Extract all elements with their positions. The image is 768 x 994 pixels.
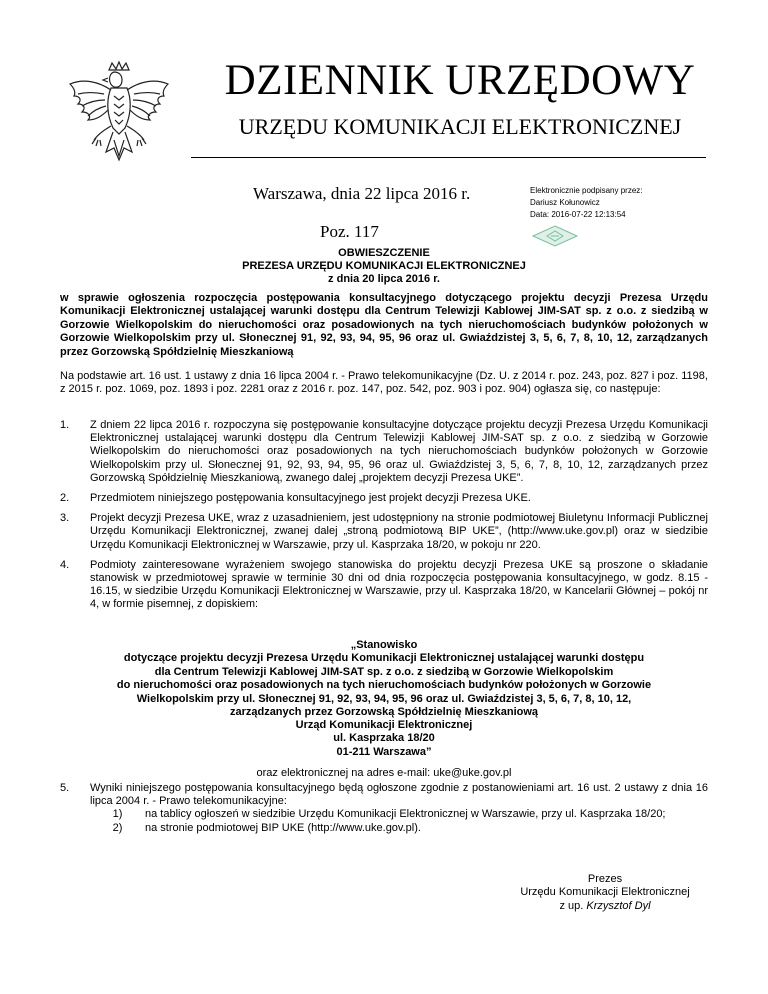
journal-subtitle: URZĘDU KOMUNIKACJI ELEKTRONICZNEJ xyxy=(238,114,682,139)
statement-line: dotyczące projektu decyzji Prezesa Urzędu Komunikacji Elektronicznej ustalającej warunki dostępu xyxy=(123,652,645,665)
e-signature-mark-icon xyxy=(532,225,578,247)
signatory-role: Prezes xyxy=(587,873,623,885)
signatory-line xyxy=(470,900,740,913)
address-line: Urząd Komunikacji Elektronicznej xyxy=(295,719,473,731)
statement-line: do nieruchomości oraz posadowionych na tych nieruchomościach budynków położonych w Gorzowie xyxy=(116,679,652,692)
address-line: ul. Kasprzaka 18/20 xyxy=(333,732,435,745)
statement-line: „Stanowisko xyxy=(350,639,418,651)
sub-item xyxy=(90,808,708,821)
item-text: Z dniem 22 lipca 2016 r. rozpoczyna się postępowanie konsultacyjne dotyczące projektu decyzji Prezesa Urzędu Komunikacji Elektronicznej ustalającej warunki dostępu dla Centrum Telewizji Kablowej JIM-SAT sp. z o.o. z siedzibą w Gorzowie Wielkopolskim do nieruchomości oraz posadowionych na tych nieruchomościach budynków położonych w Gorzowie Wielkopolskim przy ul. Słonecznej 91, 92, 93, 94, 95, 96 oraz ul. Gwiaździstej 3, 5, 6, 7, 8, 10, 12, zarządzanych przez Gorzowską Spółdzielnię Mieszkaniową, zwanego dalej „projektem decyzji Prezesa UKE”. xyxy=(90,419,708,484)
list-item xyxy=(60,419,708,485)
signer-name: Dariusz Kołunowicz xyxy=(530,198,600,207)
header-divider xyxy=(191,157,706,158)
item-number: 2. xyxy=(60,492,70,505)
numbered-items xyxy=(60,419,708,619)
legal-basis: Na podstawie art. 16 ust. 1 ustawy z dnia 16 lipca 2004 r. - Prawo telekomunikacyjne (Dz. U. z 2014 r. poz. 243, poz. 827 i poz. 1198, z 2015 r. poz. 1069, poz. 1893 i poz. 2281 oraz z 2016 r. poz. 147, poz. 542, poz. 903 i poz. 904) ogłasza się, co następuje: xyxy=(60,370,708,396)
item-number: 3. xyxy=(60,512,70,525)
position-statement-heading xyxy=(60,639,708,719)
address-line: 01-211 Warszawa” xyxy=(336,745,432,758)
notice-subject: w sprawie ogłoszenia rozpoczęcia postępowania konsultacyjnego dotyczącego projektu decyzji Prezesa Urzędu Komunikacji Elektronicznej ustalającej warunki dostępu dla Centrum Telewizji Kablowej JIM-SAT sp. z o.o. z siedzibą w Gorzowie Wielkopolskim do nieruchomości oraz posadowionych na tych nieruchomościach budynków położonych w Gorzowie Wielkopolskim przy ul. Słonecznej 91, 92, 93, 94, 95, 96 oraz ul. Gwiaździstej 3, 5, 6, 7, 8, 10, 12, zarządzanych przez Gorzowską Spółdzielnię Mieszkaniową xyxy=(60,292,708,358)
list-item xyxy=(60,559,708,612)
signature-date: Data: 2016-07-22 12:13:54 xyxy=(530,210,626,219)
notice-issuer: PREZESA URZĘDU KOMUNIKACJI ELEKTRONICZNEJ xyxy=(242,260,526,272)
sub-item-number: 2) xyxy=(112,821,123,834)
sub-item-number: 1) xyxy=(112,808,123,821)
notice-heading-block xyxy=(60,247,708,286)
list-item xyxy=(60,782,708,835)
item-text: Wyniki niniejszego postępowania konsultacyjnego będą ogłoszone zgodnie z postanowieniami art. 16 ust. 2 ustawy z dnia 16 lipca 2004 r. - Prawo telekomunikacyjne: xyxy=(90,782,708,808)
sub-item-text: na stronie podmiotowej BIP UKE (http://www.uke.gov.pl). xyxy=(145,821,421,834)
list-item xyxy=(60,512,708,552)
item-text: Przedmiotem niniejszego postępowania konsultacyjnego jest projekt decyzji Prezesa UKE. xyxy=(90,492,531,505)
dateline: Warszawa, dnia 22 lipca 2016 r. xyxy=(253,184,471,203)
polish-eagle-emblem-icon xyxy=(64,60,174,168)
signatory-name: Krzysztof Dyl xyxy=(586,899,651,912)
item-number: 4. xyxy=(60,558,70,571)
item-number: 1. xyxy=(60,419,70,431)
signatory-office: Urzędu Komunikacji Elektronicznej xyxy=(520,886,690,899)
sub-item-text: na tablicy ogłoszeń w siedzibie Urzędu Komunikacji Elektronicznej w Warszawie, przy ul. Kasprzaka 18/20; xyxy=(145,808,666,821)
position-number: Poz. 117 xyxy=(320,222,379,241)
signature-label: Elektronicznie podpisany przez: xyxy=(530,186,643,195)
notice-heading: OBWIESZCZENIE xyxy=(338,247,430,259)
electronic-signature-block xyxy=(530,185,643,251)
office-address xyxy=(60,719,708,759)
list-item xyxy=(60,492,708,505)
item-text: Podmioty zainteresowane wyrażeniem swojego stanowiska do projektu decyzji Prezesa UKE są proszone o składanie stanowisk w przedmiotowej sprawie w terminie 30 dni od dnia rozpoczęcia postępowania konsultacyjnego, w godz. 8.15 - 16.15, w siedzibie Urzędu Komunikacji Elektronicznej w Warszawie, przy ul. Kasprzaka 18/20, w Kancelarii Głównej – pokój nr 4, w formie pisemnej, z dopiskiem: xyxy=(90,558,708,611)
item-number: 5. xyxy=(60,782,70,794)
signature-block xyxy=(470,873,740,913)
signatory-prefix: z up. xyxy=(559,899,584,912)
email-line: oraz elektronicznej na adres e-mail: uke@uke.gov.pl xyxy=(256,767,512,779)
statement-line: Wielkopolskim przy ul. Słonecznej 91, 92, 93, 94, 95, 96 oraz ul. Gwiaździstej 3, 5, 6, 7, 8, 10, 12, xyxy=(136,692,632,705)
journal-title: DZIENNIK URZĘDOWY xyxy=(224,57,696,104)
notice-date: z dnia 20 lipca 2016 r. xyxy=(328,273,440,285)
statement-line: dla Centrum Telewizji Kablowej JIM-SAT sp. z o.o. z siedzibą w Gorzowie Wielkopolskim xyxy=(154,665,614,678)
item-text: Projekt decyzji Prezesa UKE, wraz z uzasadnieniem, jest udostępniony na stronie podmiotowej Biuletynu Informacji Publicznej Urzędu Komunikacji Elektronicznej, zwanej dalej „stroną podmiotową BIP UKE”, (http://www.uke.gov.pl) oraz w siedzibie Urzędu Komunikacji Elektronicznej w Warszawie, przy ul. Kasprzaka 18/20, w pokoju nr 220. xyxy=(90,512,708,551)
statement-line: zarządzanych przez Gorzowską Spółdzielnię Mieszkaniową xyxy=(229,706,539,719)
sub-item xyxy=(90,822,708,835)
